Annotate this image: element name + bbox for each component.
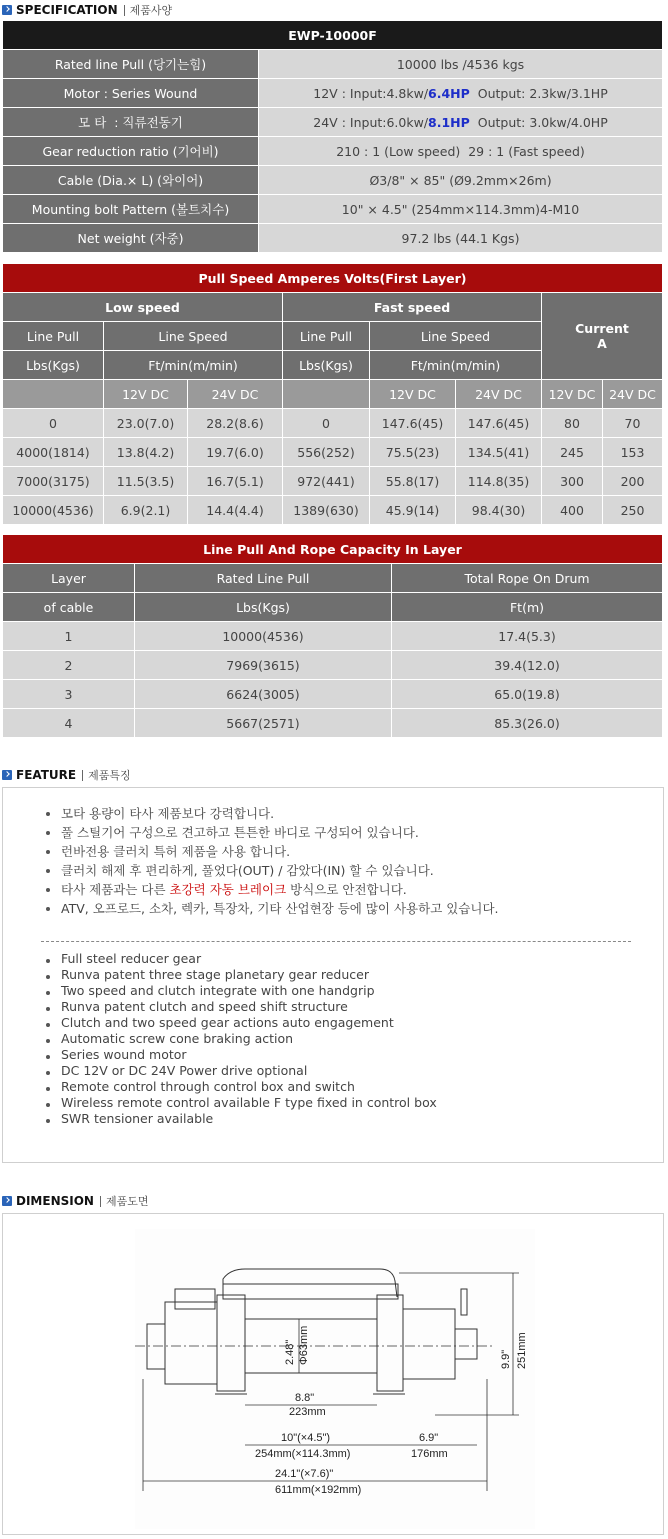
spec-value: 97.2 lbs (44.1 Kgs) <box>259 224 663 253</box>
table-cell: 2 <box>3 651 135 680</box>
section-title: FEATURE <box>16 768 77 782</box>
arrow-icon <box>2 5 12 15</box>
voltage-header: 24V DC <box>603 380 663 409</box>
dimension-drawing-area <box>135 1229 535 1529</box>
motor-box <box>175 1289 215 1309</box>
table-row <box>3 709 663 738</box>
table-cell: 7000(3175) <box>3 467 104 496</box>
winch-drawing <box>135 1229 535 1529</box>
table-row <box>3 166 663 195</box>
table-row <box>3 79 663 108</box>
list-item: Runva patent clutch and speed shift structure <box>43 999 437 1015</box>
table-cell: 972(441) <box>283 467 370 496</box>
table-cell: 45.9(14) <box>370 496 456 525</box>
voltage-header: 12V DC <box>542 380 603 409</box>
col-header: of cable <box>3 593 135 622</box>
table-cell: 3 <box>3 680 135 709</box>
col-header: Total Rope On Drum <box>392 564 663 593</box>
value-text: Output: 2.3kw/3.1HP <box>469 85 608 101</box>
col-header: Rated Line Pull <box>135 564 392 593</box>
table-cell: 6.9(2.1) <box>104 496 188 525</box>
table-row <box>3 195 663 224</box>
spec-label: Net weight (자중) <box>3 224 259 253</box>
separator <box>100 1196 101 1207</box>
section-title: DIMENSION <box>16 1194 94 1208</box>
highlight-value: 8.1HP <box>428 114 470 130</box>
col-header: Ft/min(m/min) <box>104 351 283 380</box>
list-item: ATV, 오프로드, 소차, 렉카, 특장차, 기타 산업현장 등에 많이 사용하고 있습니다. <box>43 899 499 918</box>
spec-label: Cable (Dia.× L) (와이어) <box>3 166 259 195</box>
spec-value: 210 : 1 (Low speed) 29 : 1 (Fast speed) <box>259 137 663 166</box>
table-cell: 10000(4536) <box>3 496 104 525</box>
dim-label: 611mm(×192mm) <box>275 1484 362 1496</box>
low-speed-header: Low speed <box>3 293 283 322</box>
spec-label: Rated line Pull (당기는힘) <box>3 50 259 79</box>
spec-label: 모 타 : 직류전동기 <box>3 108 259 137</box>
col-header: Line Speed <box>104 322 283 351</box>
table-row <box>3 467 663 496</box>
spec-value <box>259 108 663 137</box>
voltage-header: 24V DC <box>188 380 283 409</box>
table-cell: 0 <box>283 409 370 438</box>
list-item: DC 12V or DC 24V Power drive optional <box>43 1063 437 1079</box>
table-row <box>3 651 663 680</box>
table-cell: 65.0(19.8) <box>392 680 663 709</box>
voltage-header: 12V DC <box>370 380 456 409</box>
table-cell: 16.7(5.1) <box>188 467 283 496</box>
speed-table <box>2 263 663 525</box>
list-item: Wireless remote control available F type fixed in control box <box>43 1095 437 1111</box>
table-cell: 300 <box>542 467 603 496</box>
dimension-section-header <box>2 1192 148 1210</box>
dim-label: 9.9" <box>500 1349 512 1369</box>
dim-label: 24.1"(×7.6)" <box>275 1468 334 1480</box>
right-plate <box>377 1295 403 1391</box>
table-cell: 147.6(45) <box>370 409 456 438</box>
col-header: Lbs(Kgs) <box>135 593 392 622</box>
empty-header <box>283 380 370 409</box>
dim-label: 254mm(×114.3mm) <box>255 1448 351 1460</box>
table-row <box>3 680 663 709</box>
table-cell: 200 <box>603 467 663 496</box>
section-title: SPECIFICATION <box>16 3 118 17</box>
list-item: Runva patent three stage planetary gear reducer <box>43 967 437 983</box>
table-row <box>3 224 663 253</box>
separator <box>82 770 83 781</box>
dim-label: 10"(×4.5") <box>281 1432 331 1444</box>
list-item: 클러치 해제 후 편리하게, 풀었다(OUT) / 감았다(IN) 할 수 있습니다. <box>43 861 499 880</box>
table-cell: 1 <box>3 622 135 651</box>
table-row <box>3 438 663 467</box>
spec-label: Mounting bolt Pattern (볼트치수) <box>3 195 259 224</box>
table-row <box>3 108 663 137</box>
table-cell: 4000(1814) <box>3 438 104 467</box>
table-cell: 6624(3005) <box>135 680 392 709</box>
table-cell: 39.4(12.0) <box>392 651 663 680</box>
section-subtitle: 제품도면 <box>105 1195 149 1208</box>
table-cell: 17.4(5.3) <box>392 622 663 651</box>
section-subtitle: 제품사양 <box>129 4 173 17</box>
current-label: Current <box>575 321 629 336</box>
dimension-box <box>2 1213 664 1535</box>
table-cell: 1389(630) <box>283 496 370 525</box>
dim-label: 176mm <box>411 1448 448 1460</box>
table-cell: 5667(2571) <box>135 709 392 738</box>
table-row <box>3 409 663 438</box>
gearbox <box>403 1309 455 1379</box>
highlight-value: 6.4HP <box>428 85 470 101</box>
arrow-icon <box>2 1196 12 1206</box>
table-cell: 80 <box>542 409 603 438</box>
table-row <box>3 50 663 79</box>
table-cell: 70 <box>603 409 663 438</box>
table-cell: 153 <box>603 438 663 467</box>
dashed-divider <box>41 941 631 942</box>
list-item: Series wound motor <box>43 1047 437 1063</box>
table-cell: 114.8(35) <box>456 467 542 496</box>
table-cell: 55.8(17) <box>370 467 456 496</box>
col-header: Line Pull <box>283 322 370 351</box>
table-cell: 7969(3615) <box>135 651 392 680</box>
dim-label: Φ63mm <box>298 1325 310 1365</box>
feature-section-header <box>2 766 131 784</box>
layer-table <box>2 534 663 738</box>
dim-label: 6.9" <box>419 1432 439 1444</box>
frame-top <box>223 1269 397 1297</box>
spec-value: 10" × 4.5" (254mm×114.3mm)4-M10 <box>259 195 663 224</box>
list-item: 풀 스틸기어 구성으로 견고하고 튼튼한 바디로 구성되어 있습니다. <box>43 823 499 842</box>
dim-label: 251mm <box>516 1332 528 1369</box>
spec-value: Ø3/8" × 85" (Ø9.2mm×26m) <box>259 166 663 195</box>
current-unit: A <box>597 336 607 351</box>
spec-section-header <box>2 1 172 19</box>
value-text: Output: 3.0kw/4.0HP <box>469 114 608 130</box>
table-cell: 14.4(4.4) <box>188 496 283 525</box>
table-row <box>3 137 663 166</box>
dim-label: 2.48" <box>284 1339 296 1365</box>
table-cell: 13.8(4.2) <box>104 438 188 467</box>
motor-cap <box>147 1324 165 1369</box>
table-cell: 0 <box>3 409 104 438</box>
table-cell: 134.5(41) <box>456 438 542 467</box>
separator <box>124 5 125 16</box>
list-item: Full steel reducer gear <box>43 951 437 967</box>
table-row <box>3 496 663 525</box>
section-subtitle: 제품특징 <box>88 769 131 782</box>
table-cell: 10000(4536) <box>135 622 392 651</box>
voltage-header: 12V DC <box>104 380 188 409</box>
highlight-text: 초강력 자동 브레이크 <box>169 882 287 897</box>
empty-header <box>3 380 104 409</box>
col-header: Ft/min(m/min) <box>370 351 542 380</box>
table-cell: 556(252) <box>283 438 370 467</box>
table-cell: 400 <box>542 496 603 525</box>
value-text: 12V : Input:4.8kw/ <box>313 85 429 101</box>
feature-list-ko <box>43 804 499 918</box>
table-cell: 250 <box>603 496 663 525</box>
list-item: Automatic screw cone braking action <box>43 1031 437 1047</box>
arrow-icon <box>2 770 12 780</box>
spec-value: 10000 lbs /4536 kgs <box>259 50 663 79</box>
col-header: Lbs(Kgs) <box>283 351 370 380</box>
list-item <box>43 880 499 899</box>
list-item: Remote control through control box and switch <box>43 1079 437 1095</box>
table-cell: 28.2(8.6) <box>188 409 283 438</box>
col-header: Line Speed <box>370 322 542 351</box>
gear-cap <box>455 1329 477 1359</box>
list-item: Clutch and two speed gear actions auto engagement <box>43 1015 437 1031</box>
item-text: 방식으로 안전합니다. <box>286 882 407 897</box>
speed-table-title: Pull Speed Amperes Volts(First Layer) <box>3 264 663 293</box>
table-cell: 147.6(45) <box>456 409 542 438</box>
list-item: Two speed and clutch integrate with one handgrip <box>43 983 437 999</box>
list-item: SWR tensioner available <box>43 1111 437 1127</box>
table-cell: 19.7(6.0) <box>188 438 283 467</box>
fast-speed-header: Fast speed <box>283 293 542 322</box>
dim-label: 223mm <box>289 1406 326 1418</box>
dim-label: 8.8" <box>295 1392 315 1404</box>
table-row <box>3 622 663 651</box>
table-cell: 85.3(26.0) <box>392 709 663 738</box>
spec-value <box>259 79 663 108</box>
voltage-header: 24V DC <box>456 380 542 409</box>
feature-box <box>2 787 664 1163</box>
clutch-lever <box>461 1289 467 1315</box>
table-cell: 11.5(3.5) <box>104 467 188 496</box>
tie-bar <box>223 1284 398 1299</box>
col-header: Lbs(Kgs) <box>3 351 104 380</box>
left-plate <box>217 1295 245 1391</box>
spec-table <box>2 20 663 253</box>
model-title: EWP-10000F <box>3 21 663 50</box>
table-cell: 245 <box>542 438 603 467</box>
spec-label: Gear reduction ratio (기어비) <box>3 137 259 166</box>
value-text: 24V : Input:6.0kw/ <box>313 114 429 130</box>
current-header <box>542 293 663 380</box>
col-header: Line Pull <box>3 322 104 351</box>
table-cell: 75.5(23) <box>370 438 456 467</box>
list-item: 런바전용 클러치 특허 제품을 사용 합니다. <box>43 842 499 861</box>
item-text: 타사 제품과는 다른 <box>61 882 170 897</box>
table-cell: 4 <box>3 709 135 738</box>
spec-label: Motor : Series Wound <box>3 79 259 108</box>
layer-table-title: Line Pull And Rope Capacity In Layer <box>3 535 663 564</box>
col-header: Layer <box>3 564 135 593</box>
feature-list-en <box>43 951 437 1127</box>
col-header: Ft(m) <box>392 593 663 622</box>
list-item: 모타 용량이 타사 제품보다 강력합니다. <box>43 804 499 823</box>
table-cell: 23.0(7.0) <box>104 409 188 438</box>
motor-body <box>165 1302 217 1384</box>
table-cell: 98.4(30) <box>456 496 542 525</box>
